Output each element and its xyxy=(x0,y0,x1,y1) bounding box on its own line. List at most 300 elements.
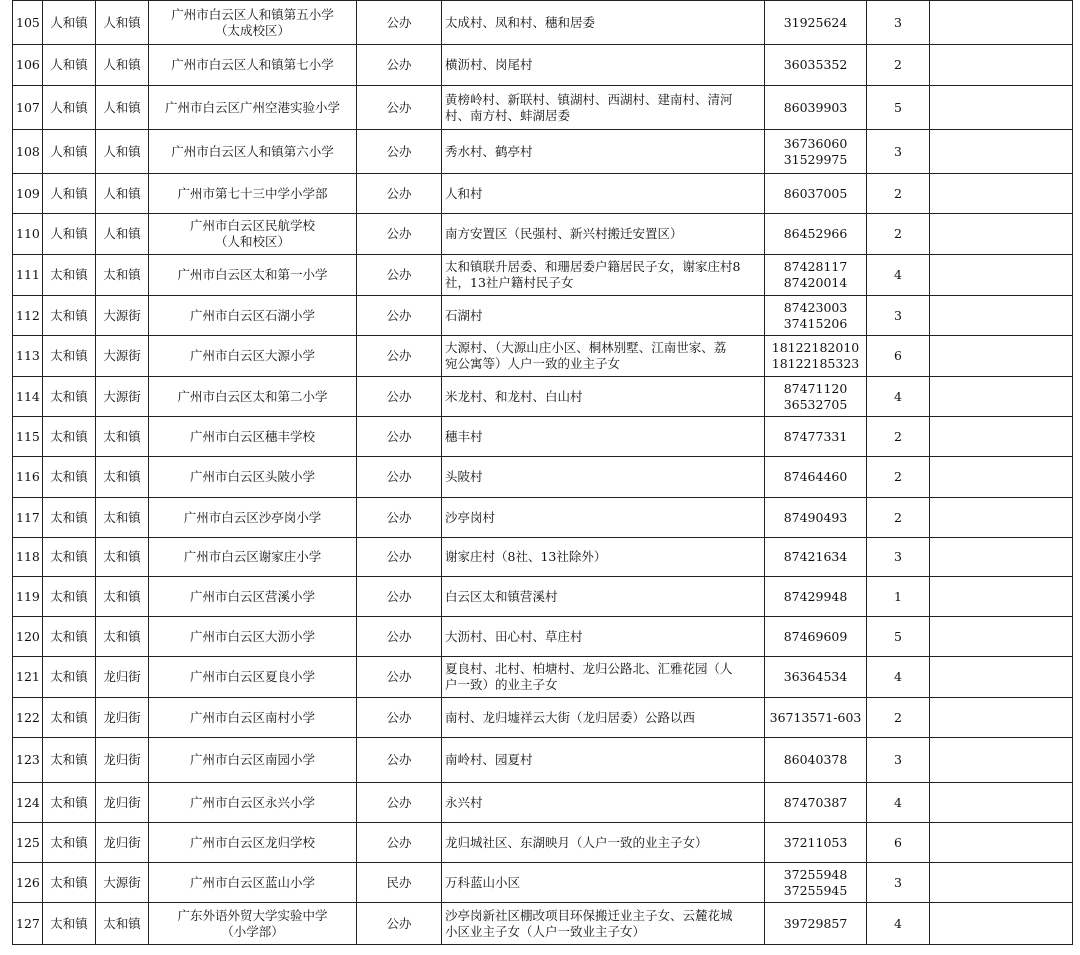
cell-street: 龙归街 xyxy=(96,698,149,738)
cell-school-name-line: 广州市白云区人和镇第六小学 xyxy=(171,143,334,159)
cell-number: 116 xyxy=(13,457,43,498)
cell-phone xyxy=(765,86,867,130)
cell-phone xyxy=(765,377,867,417)
cell-phone-line: 87469609 xyxy=(783,628,848,644)
cell-number: 105 xyxy=(13,1,43,45)
cell-number: 117 xyxy=(13,498,43,538)
cell-phone xyxy=(765,45,867,86)
cell-enrollment-area xyxy=(442,457,765,498)
cell-class-count: 3 xyxy=(867,296,930,336)
cell-enrollment-area xyxy=(442,1,765,45)
table-row xyxy=(13,577,1073,617)
cell-school-name-line: （小学部） xyxy=(221,923,284,939)
cell-school-name xyxy=(149,577,357,617)
cell-school-type: 公办 xyxy=(357,498,442,538)
cell-number: 122 xyxy=(13,698,43,738)
cell-school-name-line: （太成校区） xyxy=(214,22,290,38)
cell-school-name xyxy=(149,457,357,498)
cell-school-name xyxy=(149,1,357,45)
cell-note xyxy=(930,457,1073,498)
cell-enrollment-area-line: 大沥村、田心村、草庄村 xyxy=(445,628,583,644)
cell-enrollment-area-line: 米龙村、和龙村、白山村 xyxy=(445,388,583,404)
cell-enrollment-area xyxy=(442,823,765,863)
cell-class-count: 2 xyxy=(867,214,930,255)
cell-street: 太和镇 xyxy=(96,903,149,945)
cell-street: 人和镇 xyxy=(96,130,149,174)
cell-phone xyxy=(765,903,867,945)
table-row xyxy=(13,336,1073,377)
cell-enrollment-area xyxy=(442,377,765,417)
cell-school-type: 公办 xyxy=(357,336,442,377)
cell-phone-line: 87471120 xyxy=(783,380,848,396)
table-row xyxy=(13,45,1073,86)
cell-phone-line: 87470387 xyxy=(783,794,848,810)
cell-phone-line: 36736060 xyxy=(783,135,848,151)
cell-school-name-line: 广州市白云区蓝山小学 xyxy=(189,874,315,890)
cell-phone xyxy=(765,538,867,577)
cell-school-name-line: 广州市白云区民航学校 xyxy=(189,218,315,233)
cell-enrollment-area-line: 小区业主子女（人户一致业主子女） xyxy=(445,923,646,939)
cell-school-name xyxy=(149,130,357,174)
cell-number: 107 xyxy=(13,86,43,130)
cell-school-name xyxy=(149,417,357,457)
cell-note xyxy=(930,738,1073,783)
cell-school-type: 公办 xyxy=(357,296,442,336)
cell-phone-line: 18122182010 xyxy=(771,340,860,355)
cell-school-name xyxy=(149,174,357,214)
cell-phone-line: 87490493 xyxy=(783,509,848,525)
cell-school-name-line: 广州市白云区大源小学 xyxy=(189,348,315,363)
cell-number: 110 xyxy=(13,214,43,255)
cell-school-name-line: 广州市白云区大沥小学 xyxy=(189,628,315,644)
cell-phone-line: 87429948 xyxy=(783,588,848,604)
cell-street: 人和镇 xyxy=(96,174,149,214)
cell-school-name-line: 广州市白云区永兴小学 xyxy=(189,794,315,810)
table-row xyxy=(13,214,1073,255)
cell-class-count: 3 xyxy=(867,130,930,174)
cell-town: 太和镇 xyxy=(43,783,96,823)
cell-phone xyxy=(765,130,867,174)
cell-street: 太和镇 xyxy=(96,417,149,457)
cell-note xyxy=(930,86,1073,130)
cell-school-name xyxy=(149,45,357,86)
cell-enrollment-area-line: 人和村 xyxy=(445,185,483,201)
cell-town: 太和镇 xyxy=(43,738,96,783)
cell-street: 太和镇 xyxy=(96,457,149,498)
cell-phone xyxy=(765,823,867,863)
cell-school-type: 公办 xyxy=(357,903,442,945)
cell-street: 龙归街 xyxy=(96,657,149,698)
cell-phone xyxy=(765,336,867,377)
cell-street: 人和镇 xyxy=(96,45,149,86)
table-row xyxy=(13,130,1073,174)
cell-number: 127 xyxy=(13,903,43,945)
cell-phone-line: 37255948 xyxy=(783,866,848,882)
cell-enrollment-area xyxy=(442,577,765,617)
cell-town: 太和镇 xyxy=(43,903,96,945)
cell-school-type: 公办 xyxy=(357,1,442,45)
cell-enrollment-area-line: 横沥村、岗尾村 xyxy=(445,57,533,72)
cell-school-type: 民办 xyxy=(357,863,442,903)
cell-phone-line: 87420014 xyxy=(783,275,848,290)
cell-town: 人和镇 xyxy=(43,1,96,45)
cell-enrollment-area-line: 永兴村 xyxy=(445,794,483,810)
table-row xyxy=(13,863,1073,903)
cell-town: 人和镇 xyxy=(43,86,96,130)
cell-enrollment-area xyxy=(442,738,765,783)
cell-enrollment-area-line: 秀水村、鹤亭村 xyxy=(445,143,533,159)
cell-note xyxy=(930,255,1073,296)
cell-school-name xyxy=(149,783,357,823)
cell-town: 太和镇 xyxy=(43,577,96,617)
cell-school-name-line: 广州市第七十三中学小学部 xyxy=(177,185,328,201)
cell-enrollment-area-line: 沙亭岗村 xyxy=(445,509,496,525)
cell-school-type: 公办 xyxy=(357,783,442,823)
cell-phone xyxy=(765,457,867,498)
cell-class-count: 4 xyxy=(867,903,930,945)
cell-note xyxy=(930,783,1073,823)
cell-class-count: 4 xyxy=(867,377,930,417)
cell-school-name-line: 广州市白云区广州空港实验小学 xyxy=(164,99,340,115)
cell-enrollment-area-line: 社，13社户籍村民子女 xyxy=(445,275,574,290)
cell-class-count: 5 xyxy=(867,86,930,130)
cell-number: 111 xyxy=(13,255,43,296)
cell-school-name xyxy=(149,698,357,738)
cell-number: 113 xyxy=(13,336,43,377)
cell-enrollment-area-line: 太成村、凤和村、穗和居委 xyxy=(445,14,596,30)
table-row xyxy=(13,823,1073,863)
cell-note xyxy=(930,577,1073,617)
cell-school-name xyxy=(149,498,357,538)
table-row xyxy=(13,296,1073,336)
cell-enrollment-area xyxy=(442,863,765,903)
cell-phone xyxy=(765,783,867,823)
cell-enrollment-area xyxy=(442,336,765,377)
cell-enrollment-area-line: 石湖村 xyxy=(445,307,483,323)
table-row xyxy=(13,538,1073,577)
cell-phone xyxy=(765,417,867,457)
cell-note xyxy=(930,336,1073,377)
cell-town: 太和镇 xyxy=(43,336,96,377)
table-row xyxy=(13,377,1073,417)
cell-town: 人和镇 xyxy=(43,130,96,174)
table-row xyxy=(13,738,1073,783)
cell-town: 太和镇 xyxy=(43,823,96,863)
cell-note xyxy=(930,863,1073,903)
cell-school-name-line: （人和校区） xyxy=(214,234,290,249)
cell-school-name-line: 广州市白云区穗丰学校 xyxy=(189,428,315,444)
cell-town: 人和镇 xyxy=(43,45,96,86)
cell-school-name-line: 广州市白云区太和第一小学 xyxy=(177,267,328,282)
cell-phone-line: 87421634 xyxy=(783,549,848,564)
cell-class-count: 2 xyxy=(867,417,930,457)
cell-phone-line: 31529975 xyxy=(783,151,848,167)
cell-note xyxy=(930,823,1073,863)
cell-school-type: 公办 xyxy=(357,174,442,214)
cell-enrollment-area-line: 龙归城社区、东湖映月（人户一致的业主子女） xyxy=(445,834,708,850)
cell-note xyxy=(930,698,1073,738)
cell-school-name-line: 广东外语外贸大学实验中学 xyxy=(177,907,328,923)
cell-phone-line: 36035352 xyxy=(783,57,848,72)
cell-enrollment-area xyxy=(442,538,765,577)
cell-school-name xyxy=(149,657,357,698)
cell-enrollment-area xyxy=(442,214,765,255)
cell-enrollment-area xyxy=(442,698,765,738)
cell-enrollment-area-line: 白云区太和镇营溪村 xyxy=(445,588,558,604)
cell-note xyxy=(930,903,1073,945)
cell-town: 太和镇 xyxy=(43,377,96,417)
cell-town: 太和镇 xyxy=(43,657,96,698)
cell-class-count: 4 xyxy=(867,255,930,296)
cell-street: 龙归街 xyxy=(96,823,149,863)
cell-note xyxy=(930,498,1073,538)
cell-note xyxy=(930,296,1073,336)
cell-school-name-line: 广州市白云区石湖小学 xyxy=(189,307,315,323)
cell-phone-line: 36713571-603 xyxy=(769,709,862,725)
cell-school-name xyxy=(149,336,357,377)
cell-class-count: 6 xyxy=(867,823,930,863)
cell-note xyxy=(930,214,1073,255)
cell-enrollment-area-line: 大源村、（大源山庄小区、桐林别墅、江南世家、荔 xyxy=(445,340,727,355)
cell-class-count: 1 xyxy=(867,577,930,617)
cell-enrollment-area xyxy=(442,86,765,130)
cell-number: 114 xyxy=(13,377,43,417)
table-row xyxy=(13,903,1073,945)
cell-number: 123 xyxy=(13,738,43,783)
cell-note xyxy=(930,174,1073,214)
cell-town: 人和镇 xyxy=(43,214,96,255)
cell-school-name-line: 广州市白云区头陂小学 xyxy=(189,469,315,484)
cell-enrollment-area-line: 黄榜岭村、新联村、镇湖村、西湖村、建南村、清河 xyxy=(445,91,733,107)
table-body xyxy=(13,1,1073,945)
cell-school-name-line: 广州市白云区沙亭岗小学 xyxy=(183,509,322,525)
table-row xyxy=(13,457,1073,498)
cell-enrollment-area xyxy=(442,255,765,296)
cell-school-name xyxy=(149,214,357,255)
cell-town: 太和镇 xyxy=(43,698,96,738)
cell-enrollment-area xyxy=(442,617,765,657)
cell-school-type: 公办 xyxy=(357,214,442,255)
cell-phone-line: 86452966 xyxy=(783,226,848,241)
cell-street: 太和镇 xyxy=(96,617,149,657)
cell-enrollment-area-line: 南方安置区（民强村、新兴村搬迁安置区） xyxy=(445,226,683,241)
cell-phone xyxy=(765,698,867,738)
cell-number: 109 xyxy=(13,174,43,214)
cell-street: 人和镇 xyxy=(96,214,149,255)
cell-phone-line: 86037005 xyxy=(783,185,848,201)
cell-school-type: 公办 xyxy=(357,255,442,296)
cell-number: 120 xyxy=(13,617,43,657)
cell-note xyxy=(930,417,1073,457)
cell-street: 龙归街 xyxy=(96,738,149,783)
cell-street: 大源街 xyxy=(96,377,149,417)
cell-enrollment-area-line: 南岭村、园夏村 xyxy=(445,752,533,767)
cell-street: 太和镇 xyxy=(96,577,149,617)
cell-street: 大源街 xyxy=(96,336,149,377)
cell-class-count: 3 xyxy=(867,538,930,577)
cell-town: 太和镇 xyxy=(43,255,96,296)
cell-phone xyxy=(765,498,867,538)
cell-street: 大源街 xyxy=(96,863,149,903)
cell-phone xyxy=(765,863,867,903)
cell-enrollment-area xyxy=(442,296,765,336)
cell-town: 太和镇 xyxy=(43,417,96,457)
cell-school-name xyxy=(149,903,357,945)
cell-school-type: 公办 xyxy=(357,377,442,417)
cell-school-name xyxy=(149,863,357,903)
school-zoning-table xyxy=(12,0,1073,945)
cell-note xyxy=(930,1,1073,45)
cell-phone-line: 31925624 xyxy=(783,14,848,30)
cell-phone-line: 87428117 xyxy=(783,259,848,274)
cell-class-count: 2 xyxy=(867,498,930,538)
cell-phone xyxy=(765,214,867,255)
cell-phone-line: 36532705 xyxy=(783,396,848,412)
cell-enrollment-area xyxy=(442,417,765,457)
cell-class-count: 6 xyxy=(867,336,930,377)
table-row xyxy=(13,1,1073,45)
cell-number: 112 xyxy=(13,296,43,336)
cell-enrollment-area xyxy=(442,903,765,945)
cell-school-type: 公办 xyxy=(357,577,442,617)
cell-town: 太和镇 xyxy=(43,617,96,657)
cell-note xyxy=(930,657,1073,698)
cell-phone-line: 39729857 xyxy=(783,915,848,931)
cell-town: 太和镇 xyxy=(43,296,96,336)
cell-phone xyxy=(765,1,867,45)
cell-phone-line: 37255945 xyxy=(783,882,848,898)
cell-number: 118 xyxy=(13,538,43,577)
table-row xyxy=(13,657,1073,698)
cell-street: 大源街 xyxy=(96,296,149,336)
table-row xyxy=(13,498,1073,538)
cell-school-name-line: 广州市白云区夏良小学 xyxy=(189,669,315,684)
cell-phone xyxy=(765,174,867,214)
cell-school-type: 公办 xyxy=(357,738,442,783)
cell-enrollment-area-line: 沙亭岗新社区棚改项目环保搬迁业主子女、云麓花城 xyxy=(445,907,733,923)
cell-class-count: 2 xyxy=(867,45,930,86)
cell-enrollment-area-line: 夏良村、北村、柏塘村、龙归公路北、汇雅花园（人 xyxy=(445,661,733,676)
table-row xyxy=(13,617,1073,657)
cell-school-type: 公办 xyxy=(357,617,442,657)
cell-phone xyxy=(765,296,867,336)
table-row xyxy=(13,86,1073,130)
cell-school-name xyxy=(149,86,357,130)
cell-enrollment-area xyxy=(442,174,765,214)
cell-phone-line: 36364534 xyxy=(783,669,848,684)
cell-school-name-line: 广州市白云区南村小学 xyxy=(189,709,315,725)
cell-number: 106 xyxy=(13,45,43,86)
cell-street: 太和镇 xyxy=(96,255,149,296)
cell-school-name xyxy=(149,538,357,577)
cell-number: 108 xyxy=(13,130,43,174)
cell-note xyxy=(930,377,1073,417)
cell-phone xyxy=(765,577,867,617)
cell-phone-line: 37211053 xyxy=(783,834,848,850)
cell-school-type: 公办 xyxy=(357,130,442,174)
cell-class-count: 2 xyxy=(867,457,930,498)
cell-phone-line: 87477331 xyxy=(783,428,848,444)
cell-enrollment-area xyxy=(442,783,765,823)
cell-phone-line: 18122185323 xyxy=(771,356,860,371)
cell-enrollment-area-line: 南村、龙归墟祥云大街（龙归居委）公路以西 xyxy=(445,709,696,725)
cell-phone xyxy=(765,657,867,698)
cell-school-type: 公办 xyxy=(357,657,442,698)
cell-phone xyxy=(765,617,867,657)
cell-school-type: 公办 xyxy=(357,45,442,86)
table-row xyxy=(13,783,1073,823)
cell-enrollment-area-line: 村、南方村、蚌湖居委 xyxy=(445,107,571,123)
table-row xyxy=(13,174,1073,214)
cell-town: 太和镇 xyxy=(43,498,96,538)
cell-school-name xyxy=(149,296,357,336)
cell-enrollment-area-line: 头陂村 xyxy=(445,469,483,484)
cell-class-count: 3 xyxy=(867,1,930,45)
table-row xyxy=(13,255,1073,296)
cell-enrollment-area-line: 谢家庄村（8社、13社除外） xyxy=(445,549,607,564)
cell-phone-line: 87464460 xyxy=(783,469,848,484)
cell-school-name-line: 广州市白云区谢家庄小学 xyxy=(183,549,322,564)
cell-school-name-line: 广州市白云区人和镇第七小学 xyxy=(171,57,334,72)
table-row xyxy=(13,698,1073,738)
cell-enrollment-area-line: 宛公寓等）人户一致的业主子女 xyxy=(445,356,621,371)
cell-phone xyxy=(765,738,867,783)
cell-town: 太和镇 xyxy=(43,538,96,577)
cell-number: 121 xyxy=(13,657,43,698)
cell-class-count: 5 xyxy=(867,617,930,657)
cell-school-type: 公办 xyxy=(357,698,442,738)
cell-phone-line: 86040378 xyxy=(783,752,848,767)
cell-enrollment-area xyxy=(442,45,765,86)
cell-note xyxy=(930,617,1073,657)
cell-number: 119 xyxy=(13,577,43,617)
cell-school-name xyxy=(149,377,357,417)
cell-enrollment-area xyxy=(442,657,765,698)
cell-school-name xyxy=(149,738,357,783)
cell-note xyxy=(930,45,1073,86)
cell-street: 太和镇 xyxy=(96,498,149,538)
cell-class-count: 4 xyxy=(867,657,930,698)
cell-enrollment-area xyxy=(442,498,765,538)
cell-school-type: 公办 xyxy=(357,417,442,457)
cell-number: 124 xyxy=(13,783,43,823)
cell-school-name-line: 广州市白云区营溪小学 xyxy=(189,588,315,604)
cell-school-name-line: 广州市白云区龙归学校 xyxy=(189,834,315,850)
cell-class-count: 3 xyxy=(867,738,930,783)
cell-note xyxy=(930,130,1073,174)
cell-enrollment-area-line: 万科蓝山小区 xyxy=(445,874,521,890)
table-row xyxy=(13,417,1073,457)
cell-school-name xyxy=(149,617,357,657)
cell-school-type: 公办 xyxy=(357,86,442,130)
cell-class-count: 2 xyxy=(867,174,930,214)
cell-town: 太和镇 xyxy=(43,457,96,498)
cell-enrollment-area-line: 穗丰村 xyxy=(445,428,483,444)
cell-street: 太和镇 xyxy=(96,538,149,577)
cell-phone-line: 87423003 xyxy=(783,299,848,315)
cell-number: 126 xyxy=(13,863,43,903)
cell-school-type: 公办 xyxy=(357,457,442,498)
cell-school-name-line: 广州市白云区人和镇第五小学 xyxy=(171,6,334,22)
cell-note xyxy=(930,538,1073,577)
cell-phone xyxy=(765,255,867,296)
cell-number: 115 xyxy=(13,417,43,457)
cell-number: 125 xyxy=(13,823,43,863)
cell-school-type: 公办 xyxy=(357,823,442,863)
cell-school-type: 公办 xyxy=(357,538,442,577)
cell-enrollment-area-line: 太和镇联升居委、和珊居委户籍居民子女，谢家庄村8 xyxy=(445,259,741,274)
cell-enrollment-area xyxy=(442,130,765,174)
